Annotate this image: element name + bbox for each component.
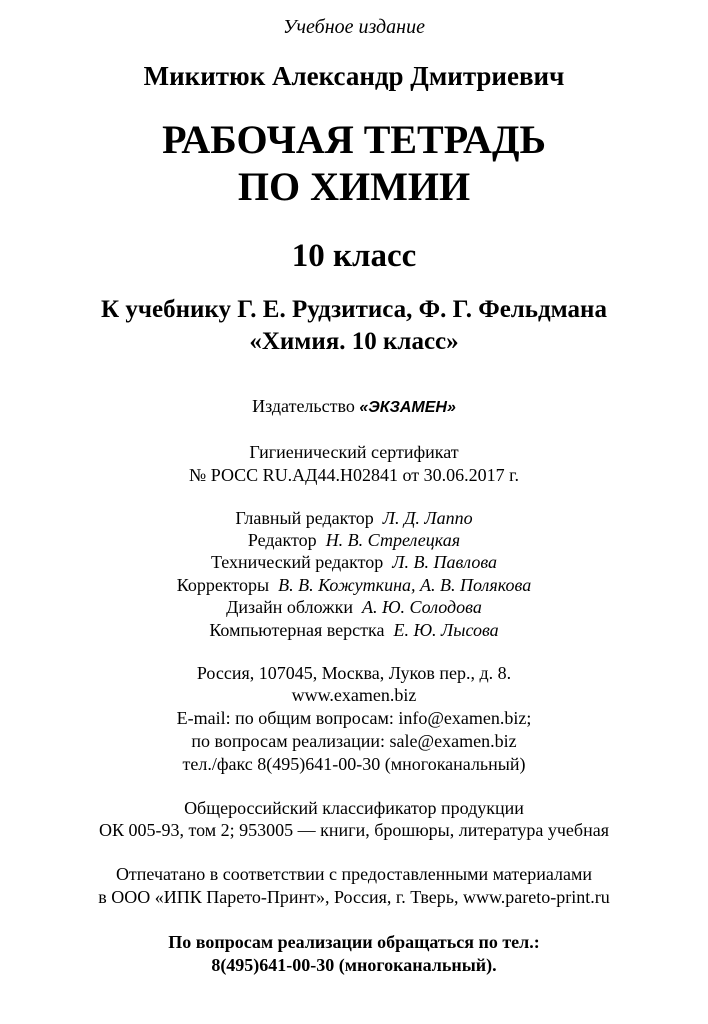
sales-contact-title: По вопросам реализации обращаться по тел.: bbox=[168, 932, 540, 952]
edition-type: Учебное издание bbox=[283, 16, 425, 38]
staff-role: Технический редактор bbox=[210, 552, 384, 572]
staff-role: Корректоры bbox=[176, 575, 270, 595]
textbook-reference-line-1: К учебнику Г. Е. Рудзитиса, Ф. Г. Фельдмана bbox=[101, 296, 607, 323]
sales-contact-phone: 8(495)641-00-30 (многоканальный). bbox=[211, 955, 497, 975]
staff-name: Н. В. Стрелецкая bbox=[325, 530, 461, 550]
printing-house: в ООО «ИПК Парето-Принт», Россия, г. Тверь, www.pareto-print.ru bbox=[98, 887, 610, 907]
staff-role: Дизайн обложки bbox=[226, 597, 353, 617]
author-name: Микитюк Александр Дмитриевич bbox=[143, 61, 565, 91]
grade-label: 10 класс bbox=[291, 238, 417, 274]
staff-name: Е. Ю. Лысова bbox=[393, 620, 499, 640]
staff-role: Редактор bbox=[247, 530, 317, 550]
product-classifier-title: Общероссийский классификатор продукции bbox=[184, 798, 524, 818]
certificate-title: Гигиенический сертификат bbox=[249, 442, 459, 462]
staff-line-cover-design bbox=[0, 596, 708, 618]
staff-line-technical-editor bbox=[0, 551, 708, 573]
postal-address: Россия, 107045, Москва, Луков пер., д. 8. bbox=[196, 663, 512, 683]
email-general: E-mail: по общим вопросам: info@examen.biz; bbox=[176, 708, 532, 728]
publisher-line bbox=[0, 395, 708, 419]
staff-name: В. В. Кожуткина, А. В. Полякова bbox=[278, 575, 532, 595]
publisher-name: «ЭКЗАМЕН» bbox=[359, 399, 456, 416]
staff-name: А. Ю. Солодова bbox=[361, 597, 482, 617]
book-title-line-2: ПО ХИМИИ bbox=[237, 164, 471, 209]
phone-fax: тел./факс 8(495)641-00-30 (многоканальный) bbox=[182, 754, 526, 774]
book-title-line-1: РАБОЧАЯ ТЕТРАДЬ bbox=[162, 117, 546, 162]
website: www.examen.biz bbox=[291, 685, 417, 705]
publisher-label: Издательство bbox=[252, 396, 355, 416]
staff-line-proofreaders bbox=[0, 574, 708, 596]
email-sales: по вопросам реализации: sale@examen.biz bbox=[191, 731, 517, 751]
certificate-number: № РОСС RU.АД44.Н02841 от 30.06.2017 г. bbox=[189, 465, 519, 485]
staff-line-layout bbox=[0, 619, 708, 641]
textbook-reference-line-2: «Химия. 10 класс» bbox=[249, 328, 459, 355]
staff-line-editor bbox=[0, 529, 708, 551]
staff-name: Л. В. Павлова bbox=[392, 552, 498, 572]
printing-note: Отпечатано в соответствии с предоставленными материалами bbox=[115, 864, 593, 884]
staff-role: Компьютерная верстка bbox=[209, 620, 385, 640]
staff-name: Л. Д. Лаппо bbox=[382, 508, 473, 528]
product-classifier-code: ОК 005-93, том 2; 953005 — книги, брошюры, литература учебная bbox=[99, 820, 609, 840]
staff-role: Главный редактор bbox=[235, 508, 374, 528]
staff-line-chief-editor bbox=[0, 507, 708, 529]
